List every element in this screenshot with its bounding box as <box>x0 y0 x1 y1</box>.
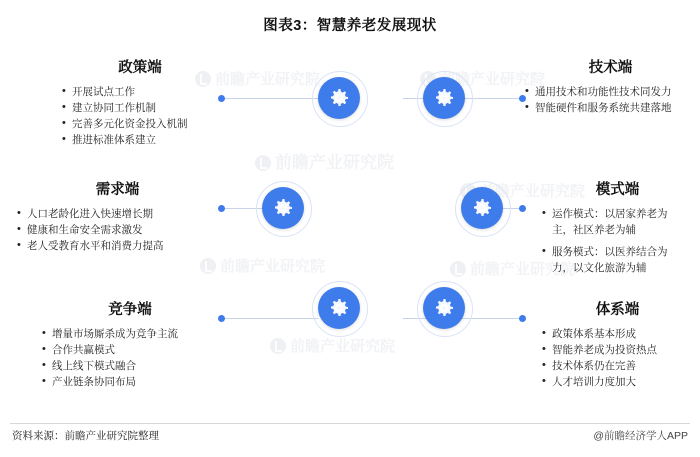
connector-line <box>223 318 318 319</box>
connector-dot <box>519 205 526 212</box>
connector-line <box>223 98 318 99</box>
brand-logo-icon <box>200 258 216 274</box>
node-technology[interactable] <box>423 77 465 119</box>
gear-icon <box>470 196 494 220</box>
block-list-technology <box>528 84 693 116</box>
brand-logo-icon <box>450 261 466 277</box>
brand-logo-icon <box>270 338 286 354</box>
block-list-demand <box>15 206 220 254</box>
watermark: 前瞻产业研究院 <box>460 180 585 201</box>
block-heading-demand: 需求端 <box>95 182 140 198</box>
node-demand[interactable] <box>262 187 304 229</box>
watermark: 前瞻产业研究院 <box>200 255 325 276</box>
gear-icon <box>327 296 351 320</box>
list-item: • 通用技术和功能性技术同发力 <box>523 84 693 100</box>
footer-divider <box>10 423 690 424</box>
connector-dot <box>519 315 526 322</box>
block-heading-model: 模式端 <box>595 182 640 198</box>
list-item: • 产业链条协同布局 <box>40 374 220 390</box>
block-heading-technology: 技术端 <box>588 60 633 76</box>
node-system[interactable] <box>423 287 465 329</box>
list-item: • 合作共赢模式 <box>40 342 220 358</box>
list-item: • 智能养老成为投资热点 <box>540 342 695 358</box>
list-item: • 增量市场厮杀成为竞争主流 <box>40 326 220 342</box>
app-credit: @前瞻经济学人APP <box>593 430 688 442</box>
list-item: • 老人受教育水平和消费力提高 <box>15 238 220 254</box>
node-model[interactable] <box>461 187 503 229</box>
page-title: 图表3：智慧养老发展现状 <box>263 18 437 34</box>
list-item: • 技术体系仍在完善 <box>540 358 695 374</box>
gear-icon <box>432 296 456 320</box>
watermark: 前瞻产业研究院 <box>270 335 395 356</box>
list-item: • 线上线下模式融合 <box>40 358 220 374</box>
node-competition[interactable] <box>318 287 360 329</box>
block-technology <box>528 56 693 116</box>
list-item: • 智能硬件和服务系统共建落地 <box>523 100 693 116</box>
list-item: • 运作模式：以居家养老为主，社区养老为辅 <box>540 206 682 238</box>
list-item: • 推进标准体系建立 <box>60 132 220 148</box>
watermark: 前瞻产业研究院 <box>420 68 545 89</box>
block-list-model <box>540 206 695 276</box>
block-list-system <box>540 326 695 390</box>
block-list-policy <box>60 84 220 148</box>
gear-icon <box>327 86 351 110</box>
list-item: • 健康和生命安全需求激发 <box>15 222 220 238</box>
block-demand <box>15 178 220 254</box>
list-item: • 人才培训力度加大 <box>540 374 695 390</box>
watermark: 前瞻产业研究院 <box>195 68 320 89</box>
source-note: 资料来源：前瞻产业研究院整理 <box>12 430 159 442</box>
block-system <box>540 298 695 390</box>
brand-logo-icon <box>255 155 271 171</box>
block-heading-system: 体系端 <box>595 302 640 318</box>
node-policy[interactable] <box>318 77 360 119</box>
block-list-competition <box>40 326 220 390</box>
list-item: • 人口老龄化进入快速增长期 <box>15 206 220 222</box>
watermark: 前瞻产业研究院 <box>450 258 575 279</box>
block-competition <box>40 298 220 390</box>
list-item: • 建立协同工作机制 <box>60 100 220 116</box>
block-model <box>540 178 695 276</box>
gear-icon <box>271 196 295 220</box>
list-item: • 开展试点工作 <box>60 84 220 100</box>
gear-icon <box>432 86 456 110</box>
block-heading-competition: 竞争端 <box>108 302 152 318</box>
list-item: • 完善多元化资金投入机制 <box>60 116 220 132</box>
block-policy <box>60 56 220 148</box>
list-item: • 服务模式：以医养结合为力，以文化旅游为辅 <box>540 244 682 276</box>
list-item: • 政策体系基本形成 <box>540 326 695 342</box>
block-heading-policy: 政策端 <box>118 60 162 76</box>
watermark: 前瞻产业研究院 <box>255 148 394 173</box>
